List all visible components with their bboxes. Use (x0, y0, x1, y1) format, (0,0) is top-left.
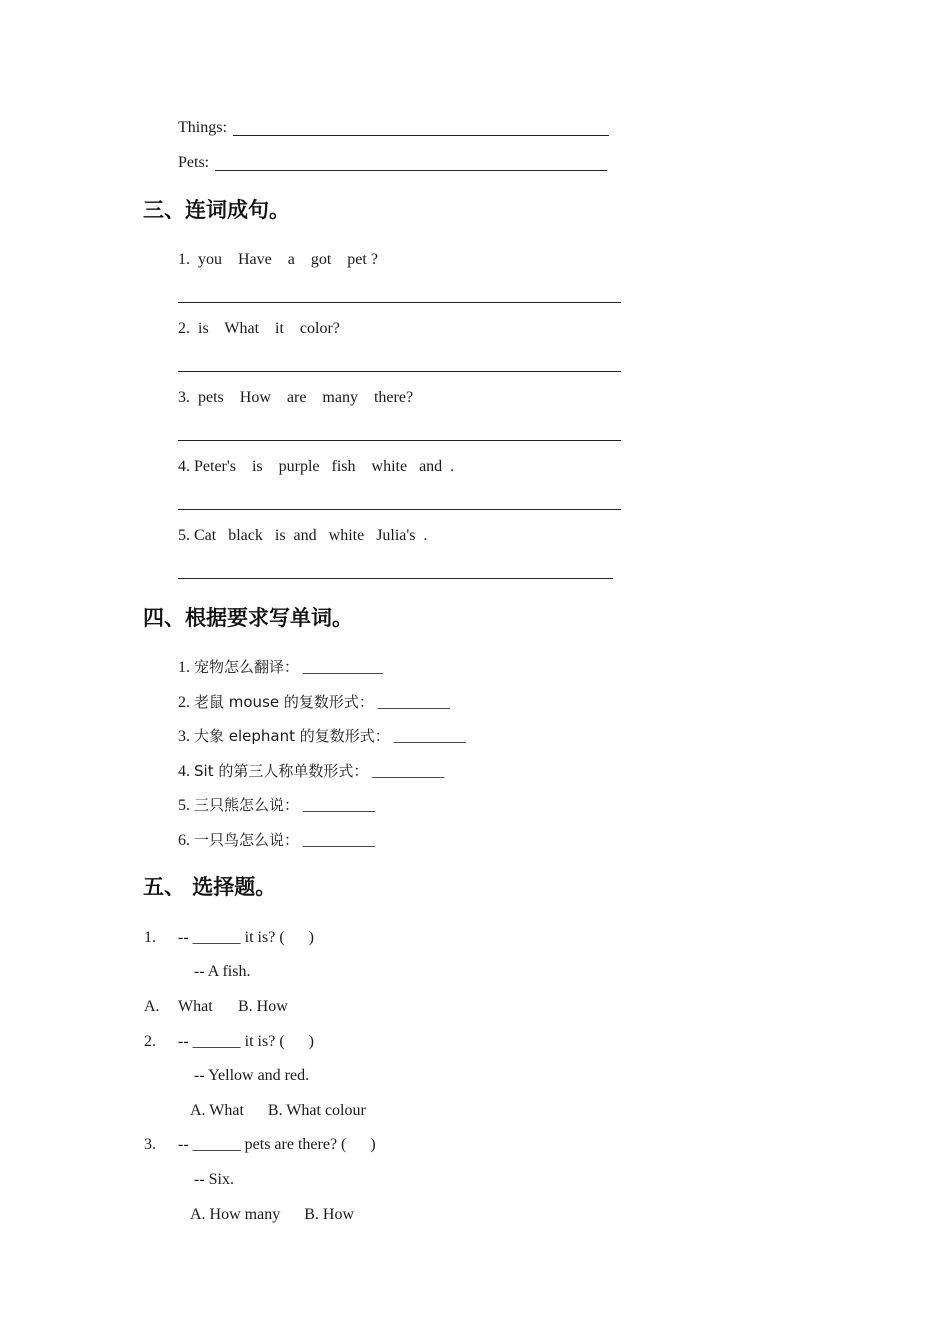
things-answer-line[interactable] (233, 135, 609, 136)
s3-item-3: 3. pets How are many there? (178, 389, 414, 406)
q3-options[interactable]: A. How many B. How (190, 1206, 354, 1223)
s4-num: 2. (178, 694, 190, 711)
s3-answer-line-3[interactable] (178, 440, 621, 441)
q2-number: 2. (144, 1033, 156, 1050)
pets-answer-line[interactable] (215, 170, 607, 171)
s4-blank[interactable]: _________ (393, 728, 466, 745)
s4-text: 三只熊怎么说： (194, 796, 300, 814)
s4-text: 大象 elephant 的复数形式： (194, 727, 390, 745)
s4-num: 3. (178, 728, 190, 745)
pets-label: Pets: (178, 154, 210, 171)
q1-option-a-label: A. (144, 998, 160, 1015)
s4-item-2 (178, 692, 450, 713)
s4-blank[interactable]: __________ (303, 659, 384, 676)
q1-question: -- ______ it is? ( ) (178, 929, 314, 946)
section-4-heading: 四、根据要求写单词。 (143, 606, 353, 630)
q3-number: 3. (144, 1136, 156, 1153)
s4-num: 4. (178, 763, 190, 780)
s4-text: 宠物怎么翻译： (194, 658, 300, 676)
section-5-heading: 五、 选择题。 (143, 875, 277, 899)
s4-item-4 (178, 761, 444, 782)
s4-item-1 (178, 657, 383, 678)
s4-blank[interactable]: _________ (303, 797, 376, 814)
s4-item-5 (178, 795, 375, 816)
q2-options[interactable]: A. What B. What colour (190, 1102, 366, 1119)
s3-answer-line-2[interactable] (178, 371, 621, 372)
s4-num: 6. (178, 832, 190, 849)
s4-text: Sit 的第三人称单数形式： (194, 762, 369, 780)
q2-question: -- ______ it is? ( ) (178, 1033, 314, 1050)
s4-num: 5. (178, 797, 190, 814)
s3-answer-line-1[interactable] (178, 302, 621, 303)
s4-blank[interactable]: _________ (377, 694, 450, 711)
s4-blank[interactable]: _________ (303, 832, 376, 849)
s4-text: 一只鸟怎么说： (194, 831, 300, 849)
s4-item-3 (178, 726, 466, 747)
s3-item-4: 4. Peter's is purple fish white and . (178, 458, 455, 475)
q3-answer: -- Six. (194, 1171, 234, 1188)
s4-blank[interactable]: _________ (372, 763, 445, 780)
things-label: Things: (178, 119, 227, 136)
section-3-heading: 三、连词成句。 (143, 198, 290, 222)
q1-option-b[interactable]: B. How (238, 998, 288, 1015)
s4-text: 老鼠 mouse 的复数形式： (194, 693, 374, 711)
s3-answer-line-4[interactable] (178, 509, 621, 510)
s4-item-6 (178, 830, 375, 851)
q2-answer: -- Yellow and red. (194, 1067, 310, 1084)
s4-num: 1. (178, 659, 190, 676)
q1-option-a[interactable]: What (178, 998, 213, 1015)
q3-question: -- ______ pets are there? ( ) (178, 1136, 376, 1153)
s3-answer-line-5[interactable] (178, 578, 613, 579)
q1-number: 1. (144, 929, 156, 946)
s3-item-5: 5. Cat black is and white Julia's . (178, 527, 428, 544)
q1-answer: -- A fish. (194, 963, 251, 980)
s3-item-1: 1. you Have a got pet ? (178, 251, 378, 268)
s3-item-2: 2. is What it color? (178, 320, 340, 337)
